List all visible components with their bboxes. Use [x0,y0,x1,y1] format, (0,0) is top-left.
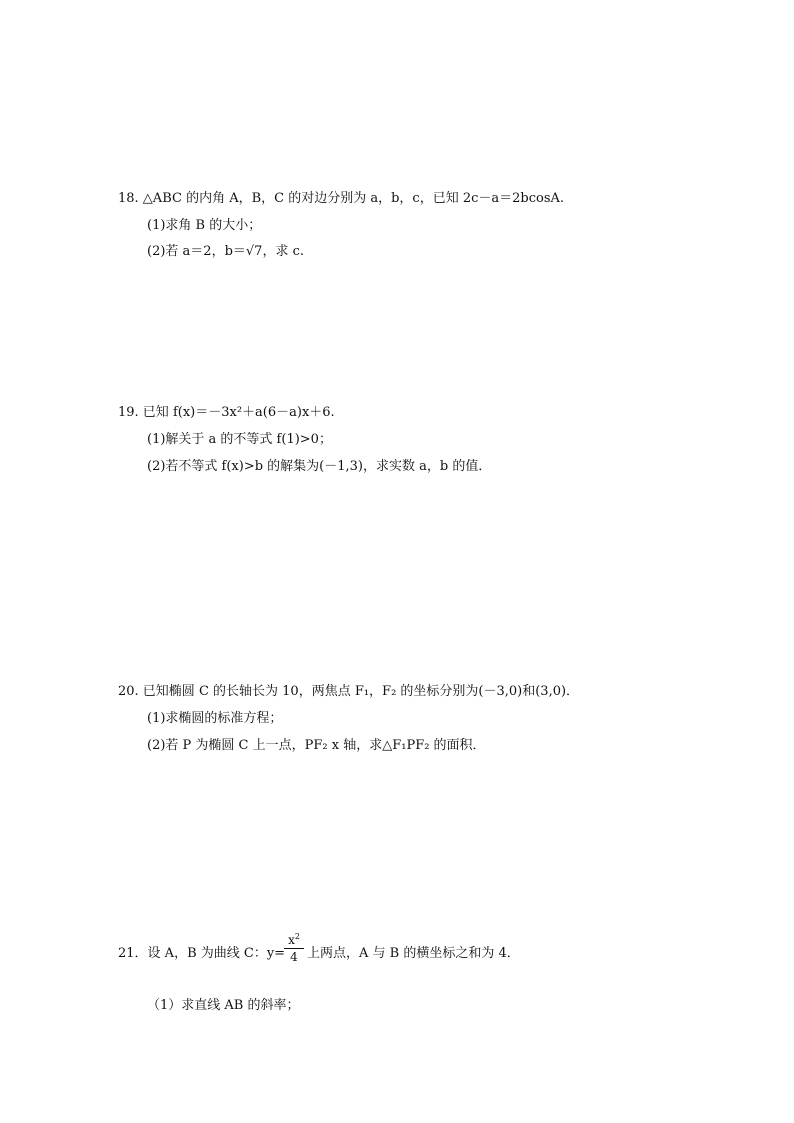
question-20-part-1: (1)求椭圆的标准方程； [147,711,283,726]
question-19-stem: 19. 已知 f(x)＝－3x²＋a(6－a)x＋6. [118,405,335,420]
fraction-denominator: 4 [290,950,298,964]
question-18-part-2: (2)若 a＝2，b＝√7，求 c. [147,244,304,259]
question-21-part-1: （1）求直线 AB 的斜率； [147,998,300,1013]
question-21-stem-suffix: 上两点，A 与 B 的横坐标之和为 4． [307,946,520,961]
question-20-part-2: (2)若 P 为椭圆 C 上一点，PF₂ x 轴，求△F₁PF₂ 的面积． [147,738,486,753]
question-19-part-1: (1)解关于 a 的不等式 f(1)>0； [147,432,332,447]
numerator-x: x [288,933,295,947]
fraction-bar [284,948,304,949]
question-18-stem: 18. △ABC 的内角 A，B，C 的对边分别为 a，b，c，已知 2c－a＝2bcosA. [118,191,565,206]
numerator-exponent: 2 [294,932,300,941]
fraction-numerator [284,930,304,947]
question-19-part-2: (2)若不等式 f(x)>b 的解集为(－1,3)，求实数 a，b 的值． [147,459,492,474]
fraction-x-squared-over-4 [284,930,304,964]
question-18-part-1: (1)求角 B 的大小； [147,218,262,233]
question-20-stem: 20. 已知椭圆 C 的长轴长为 10，两焦点 F₁，F₂ 的坐标分别为(－3,0)和(3,0)． [118,684,580,699]
question-21-stem-prefix: 21．设 A，B 为曲线 C：y= [118,946,286,961]
